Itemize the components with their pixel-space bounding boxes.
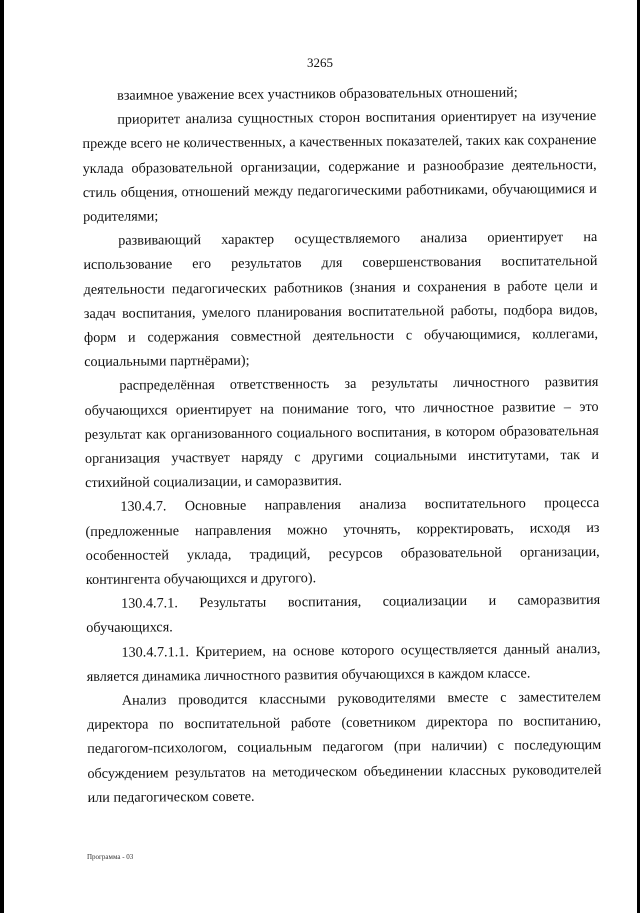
paragraph: распределённая ответственность за результаты личностного развития обучающихся ориентирует на понимание того, что личностное развитие – это результат как организованного социального воспитания, в котором образовательная организация участвует наряду с другими социальными институтами, так и стихийной социализации, и саморазвития. (84, 374, 599, 492)
paragraph: развивающий характер осуществляемого анализа ориентирует на использование его результатов для совершенствования воспитательной деятельности педагогических работников (знания и сохранения в работе цели и задач воспитания, умелого планирования воспитательной работы, подбора видов, форм и содержания совместной деятельности с обучающимися, коллегами, социальными партнёрами); (83, 229, 599, 371)
footer-note: Программа - 03 (87, 853, 134, 861)
scan-border-left (0, 0, 4, 913)
paragraph: приоритет анализа сущностных сторон воспитания ориентирует на изучение прежде всего не количественных, а качественных показателей, таких как сохранение уклада образовательной организации, содержание и разнообразие деятельности, стиль общения, отношений между педагогическими работниками, обучающимися и родителями; (82, 108, 597, 226)
page-number: 3265 (307, 55, 333, 70)
body-text (82, 80, 602, 810)
paragraph: Анализ проводится классными руководителями вместе с заместителем директора по воспитательной работе (советником директора по воспитанию, педагогом-психологом, социальным педагогом (при наличии) с последующим обсуждением результатов на методическом объединении классных руководителей или педагогическом совете. (86, 689, 602, 806)
paragraph: 130.4.7.1.1. Критерием, на основе которого осуществляется данный анализ, является динамика личностного развития обучающихся в каждом классе. (86, 640, 601, 685)
paragraph: взаимное уважение всех участников образовательных отношений; (117, 84, 518, 104)
paragraph: 130.4.7. Основные направления анализа воспитательного процесса (предложенные направления можно уточнять, корректировать, исходя из особенностей уклада, традиций, ресурсов образовательной организации, контингента обучающихся и другого). (85, 495, 600, 589)
paragraph: 130.4.7.1. Результаты воспитания, социализации и саморазвития обучающихся. (86, 592, 601, 637)
